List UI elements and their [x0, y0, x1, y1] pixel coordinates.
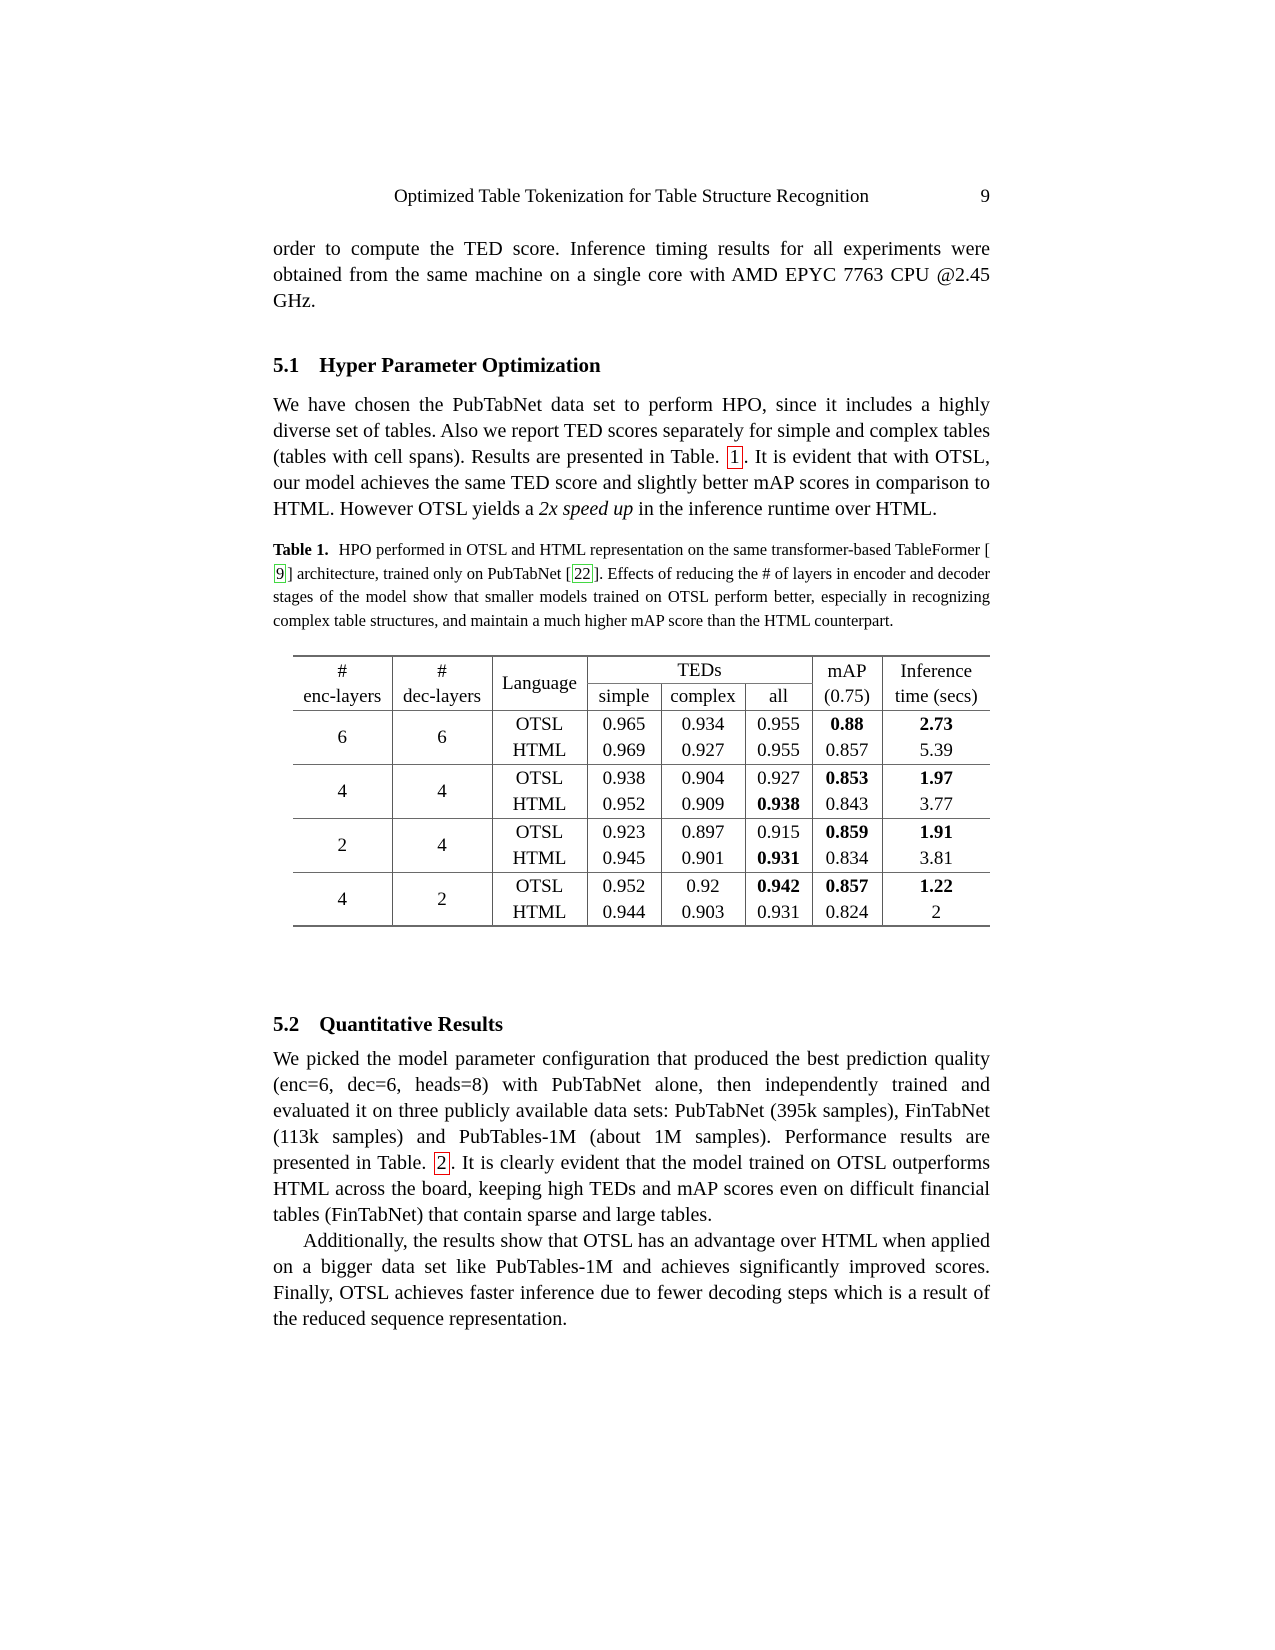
- cell-simple: 0.944: [587, 899, 661, 926]
- cell-simple: 0.965: [587, 710, 661, 737]
- cell-map: 0.857: [812, 737, 882, 764]
- cell-time: 2: [882, 899, 990, 926]
- text-segment: ]. Effects of reducing the # of layers in encoder and decoder stages of the model show that smaller models trained on OTSL perform better, especially in recognizing complex table structures, and maintain a much higher mAP score than the HTML counterpart.: [273, 563, 990, 630]
- cell-enc: 4: [337, 888, 347, 910]
- cell-all: 0.915: [745, 818, 812, 845]
- reference-link[interactable]: 2: [434, 1152, 450, 1175]
- table-row: [293, 818, 990, 845]
- cell-complex: 0.934: [661, 710, 745, 737]
- column-header-map: mAP (0.75): [812, 656, 882, 710]
- running-title: Optimized Table Tokenization for Table Structure Recognition: [393, 186, 870, 207]
- cell-all: 0.927: [745, 764, 812, 791]
- cell-complex: 0.897: [661, 818, 745, 845]
- cell-dec: 4: [392, 818, 492, 872]
- section-title: Hyper Parameter Optimization: [319, 353, 601, 377]
- text-segment: HPO performed in OTSL and HTML representation on the same transformer-based TableFormer [: [338, 540, 991, 559]
- table-1: [293, 655, 990, 927]
- reference-link[interactable]: 22: [574, 563, 591, 583]
- cell-complex: 0.904: [661, 764, 745, 791]
- paragraph-5-2-b: Additionally, the results show that OTSL has an advantage over HTML when applied on a bigger data set like PubTables-1M and achieves significantly improved scores. Finally, OTSL achieves faster inference due to fewer decoding steps which is a result of the reduced sequence representation.: [273, 1230, 990, 1331]
- cell-complex: 0.909: [661, 791, 745, 818]
- cell-map: 0.853: [812, 764, 882, 791]
- cell-map: 0.88: [812, 710, 882, 737]
- cell-time: 1.91: [882, 818, 990, 845]
- cell-simple: 0.938: [587, 764, 661, 791]
- cell-all: 0.955: [745, 737, 812, 764]
- cell-dec: 4: [392, 764, 492, 818]
- text-segment: We picked the model parameter configuration that produced the best prediction quality (enc=6, dec=6, heads=8) with PubTabNet alone, then independently trained and evaluated it on three publicly available data sets: PubTabNet (395k samples), FinTabNet (113k samples) and PubTables-1M (about 1M samples). Performance results are presented in Table.: [273, 1048, 990, 1175]
- cell-language: OTSL: [492, 710, 587, 737]
- cell-simple: 0.952: [587, 872, 661, 899]
- cell-language: HTML: [492, 845, 587, 872]
- table-1-caption: [273, 538, 990, 632]
- cell-all: 0.942: [745, 872, 812, 899]
- cell-complex: 0.903: [661, 899, 745, 926]
- text-segment: 2x speed up: [538, 498, 634, 520]
- cell-simple: 0.969: [587, 737, 661, 764]
- text-segment: . It is clearly evident that the model trained on OTSL outperforms HTML across the board, keeping high TEDs and mAP scores even on difficult financial tables (FinTabNet) that contain sparse and large tables.: [273, 1152, 990, 1227]
- table-row: [293, 656, 990, 683]
- page-content: [273, 185, 990, 1332]
- cell-language: HTML: [492, 737, 587, 764]
- paragraph-5-2-a: [273, 1046, 990, 1228]
- column-header-simple: simple: [587, 683, 661, 710]
- running-head: [273, 185, 990, 209]
- cell-dec: 6: [392, 710, 492, 764]
- cell-all: 0.955: [745, 710, 812, 737]
- section-number: 5.2: [273, 1012, 300, 1037]
- cell-map: 0.857: [812, 872, 882, 899]
- column-header-enc-layers: # enc-layers: [303, 660, 382, 707]
- cell-complex: 0.92: [661, 872, 745, 899]
- section-5-1-heading: [273, 352, 990, 378]
- table-row: [293, 710, 990, 737]
- cell-time: 3.77: [882, 791, 990, 818]
- table-1-body: [293, 710, 990, 926]
- column-header-teds: TEDs: [587, 656, 812, 683]
- cell-time: 3.81: [882, 845, 990, 872]
- reference-link[interactable]: 1: [727, 446, 743, 469]
- cell-time: 5.39: [882, 737, 990, 764]
- cell-language: HTML: [492, 899, 587, 926]
- text-segment: in the inference runtime over HTML.: [633, 498, 938, 520]
- cell-simple: 0.945: [587, 845, 661, 872]
- cell-language: OTSL: [492, 818, 587, 845]
- cell-complex: 0.927: [661, 737, 745, 764]
- cell-all: 0.931: [745, 899, 812, 926]
- section-title: Quantitative Results: [319, 1012, 503, 1037]
- text-segment: Table 1.: [273, 540, 329, 559]
- cell-language: OTSL: [492, 764, 587, 791]
- cell-language: HTML: [492, 791, 587, 818]
- cell-simple: 0.952: [587, 791, 661, 818]
- cell-map: 0.843: [812, 791, 882, 818]
- cell-map: 0.834: [812, 845, 882, 872]
- column-header-dec-layers: # dec-layers: [392, 656, 492, 710]
- cell-time: 2.73: [882, 710, 990, 737]
- paragraph-5-1: [273, 392, 990, 522]
- cell-map: 0.859: [812, 818, 882, 845]
- cell-all: 0.931: [745, 845, 812, 872]
- text-segment: . It is evident that with OTSL, our model achieves the same TED score and slightly better mAP scores in comparison to HTML. However OTSL yields a: [273, 446, 990, 520]
- cell-language: OTSL: [492, 872, 587, 899]
- column-header-language: Language: [492, 656, 587, 710]
- cell-complex: 0.901: [661, 845, 745, 872]
- section-number: 5.1: [273, 353, 300, 377]
- cell-enc: 6: [337, 726, 347, 748]
- paragraph-intro: order to compute the TED score. Inference timing results for all experiments were obtained from the same machine on a single core with AMD EPYC 7763 CPU @2.45 GHz.: [273, 238, 990, 312]
- cell-all: 0.938: [745, 791, 812, 818]
- cell-time: 1.22: [882, 872, 990, 899]
- column-header-inference: Inference time (secs): [882, 656, 990, 710]
- cell-time: 1.97: [882, 764, 990, 791]
- column-header-all: all: [745, 683, 812, 710]
- cell-map: 0.824: [812, 899, 882, 926]
- text-segment: ] architecture, trained only on PubTabNet [: [287, 563, 572, 583]
- cell-enc: 4: [337, 780, 347, 802]
- text-segment: We have chosen the PubTabNet data set to perform HPO, since it includes a highly diverse set of tables. Also we report TED scores separately for simple and complex tables (tables with cell spans). Results are presented in Table.: [273, 394, 990, 468]
- page-number: 9: [980, 186, 990, 207]
- cell-simple: 0.923: [587, 818, 661, 845]
- table-row: [293, 872, 990, 899]
- section-5-2-heading: [273, 1011, 990, 1037]
- table-row: [293, 764, 990, 791]
- cell-enc: 2: [337, 834, 347, 856]
- column-header-complex: complex: [661, 683, 745, 710]
- cell-dec: 2: [392, 872, 492, 926]
- table-1-header: [293, 656, 990, 710]
- reference-link[interactable]: 9: [276, 563, 285, 583]
